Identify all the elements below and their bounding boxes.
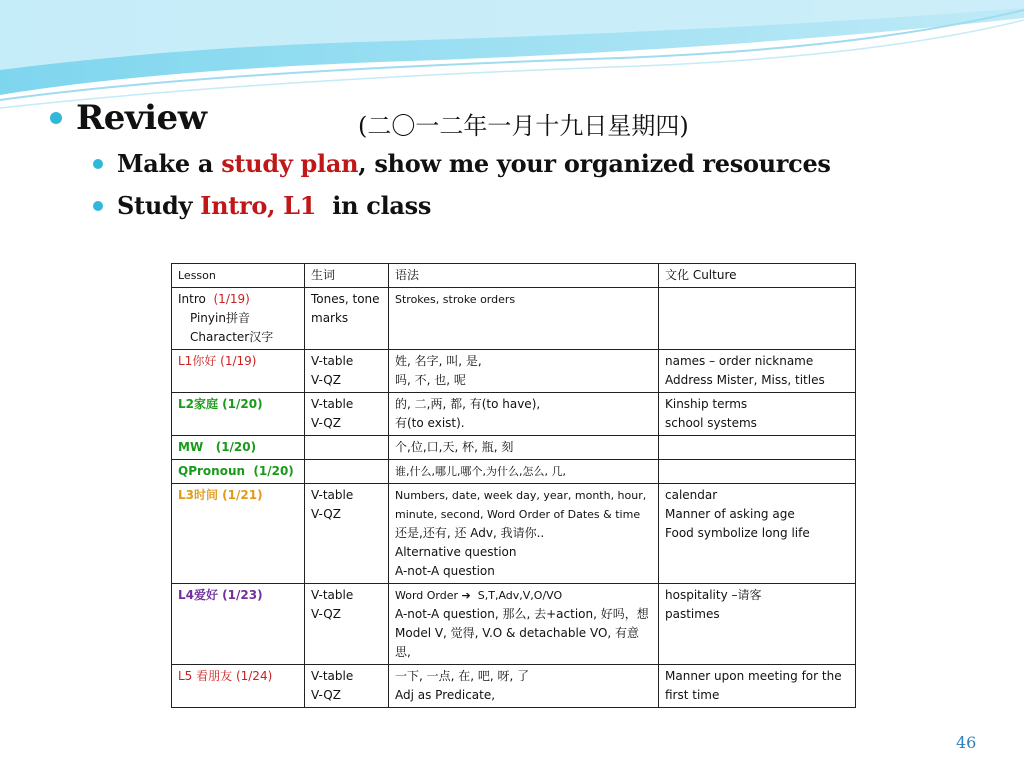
culture-cell <box>659 393 856 436</box>
vocab-item: V-table <box>311 397 354 411</box>
grammar-item: Strokes, stroke orders <box>395 293 516 306</box>
lesson-cell <box>172 393 305 436</box>
culture-cell <box>659 436 856 460</box>
vocab-item: V-QZ <box>311 373 341 387</box>
bullet-study-plan <box>117 149 831 178</box>
vocab-cell <box>305 665 389 708</box>
vocab-cell <box>305 584 389 665</box>
lesson-name: Intro <box>178 292 214 306</box>
table-row <box>172 436 856 460</box>
lesson-name: L3时间 (1/21) <box>178 488 263 502</box>
table-row <box>172 288 856 350</box>
vocab-cell <box>305 484 389 584</box>
grammar-item: 姓, 名字, 叫, 是, <box>395 354 482 368</box>
vocab-item: V-QZ <box>311 416 341 430</box>
culture-item: Food symbolize long life <box>665 526 810 540</box>
bullet-dot <box>93 201 103 211</box>
lesson-name: L2家庭 (1/20) <box>178 397 263 411</box>
culture-item: hospitality –请客 <box>665 588 762 602</box>
grammar-cell <box>389 393 659 436</box>
culture-cell <box>659 288 856 350</box>
lesson-name: L4爱好 (1/23) <box>178 588 263 602</box>
culture-cell <box>659 460 856 484</box>
grammar-item: 谁,什么,哪儿,哪个,为什么,怎么, 几, <box>395 465 566 478</box>
grammar-item: A-not-A question, 那么, 去+action, 好吗，想 <box>395 607 649 621</box>
bullet-highlight: Intro, L1 <box>200 191 317 220</box>
culture-item: Kinship terms <box>665 397 748 411</box>
grammar-item <box>395 586 652 605</box>
lesson-table <box>171 263 856 708</box>
vocab-item: V-QZ <box>311 607 341 621</box>
grammar-text: S,T,Adv,V,O/VO <box>470 589 563 602</box>
grammar-cell <box>389 484 659 584</box>
vocab-item: Tones, tone <box>311 292 380 306</box>
vocab-item: V-table <box>311 488 354 502</box>
grammar-item: minute, second, Word Order of Dates & time <box>395 508 641 521</box>
lesson-cell <box>172 350 305 393</box>
table-row <box>172 393 856 436</box>
bullet-highlight: study plan <box>221 149 359 178</box>
page-number: 46 <box>956 733 977 752</box>
culture-cell <box>659 350 856 393</box>
bullet-dot <box>50 112 62 124</box>
culture-item: pastimes <box>665 607 720 621</box>
grammar-text: Word Order <box>395 589 462 602</box>
lesson-name: L1你好 (1/19) <box>178 354 257 368</box>
grammar-cell <box>389 460 659 484</box>
grammar-item: Adj as Predicate, <box>395 688 496 702</box>
lesson-cell <box>172 436 305 460</box>
culture-cell <box>659 665 856 708</box>
slide-title: Review <box>76 98 207 138</box>
culture-item: first time <box>665 688 720 702</box>
grammar-cell <box>389 288 659 350</box>
vocab-item: marks <box>311 311 349 325</box>
culture-item: calendar <box>665 488 718 502</box>
grammar-item: 吗, 不, 也, 呢 <box>395 373 466 387</box>
bullet-text: Study <box>117 191 201 220</box>
vocab-item: V-table <box>311 669 354 683</box>
table-row <box>172 460 856 484</box>
vocab-cell <box>305 350 389 393</box>
grammar-cell <box>389 665 659 708</box>
lesson-name: MW (1/20) <box>178 440 257 454</box>
vocab-item: V-QZ <box>311 507 341 521</box>
vocab-cell <box>305 460 389 484</box>
bullet-text: Make a <box>117 149 222 178</box>
vocab-item: V-QZ <box>311 688 341 702</box>
table-row <box>172 584 856 665</box>
lesson-subitem: Pinyin拼音 <box>190 311 250 325</box>
lesson-cell <box>172 584 305 665</box>
culture-item: school systems <box>665 416 757 430</box>
grammar-cell <box>389 350 659 393</box>
bullet-dot <box>93 159 103 169</box>
grammar-item: 有(to exist). <box>395 416 465 430</box>
grammar-item: 一下, 一点, 在, 吧, 呀, 了 <box>395 669 530 683</box>
lesson-cell <box>172 288 305 350</box>
table-row <box>172 484 856 584</box>
vocab-item: V-table <box>311 354 354 368</box>
header-lesson: Lesson <box>172 264 305 288</box>
bullet-text: , show me your organized resources <box>358 149 831 178</box>
lesson-cell <box>172 460 305 484</box>
grammar-cell <box>389 436 659 460</box>
culture-cell <box>659 584 856 665</box>
grammar-item: Model V, 觉得, V.O & detachable VO, 有意 <box>395 626 640 640</box>
slide-date: (二〇一二年一月十九日星期四) <box>358 112 689 140</box>
vocab-cell <box>305 393 389 436</box>
grammar-item: 个,位,口,天, 杯, 瓶, 刻 <box>395 440 514 454</box>
header-grammar: 语法 <box>389 264 659 288</box>
culture-item: names – order nickname <box>665 354 814 368</box>
vocab-item: V-table <box>311 588 354 602</box>
grammar-item: 思, <box>395 645 411 659</box>
grammar-item: A-not-A question <box>395 564 495 578</box>
vocab-cell <box>305 436 389 460</box>
lesson-name: QPronoun (1/20) <box>178 464 294 478</box>
grammar-item: 还是,还有, 还 Adv, 我请你.. <box>395 526 545 540</box>
lesson-cell <box>172 665 305 708</box>
bullet-text: in class <box>316 191 432 220</box>
culture-item: Manner upon meeting for the <box>665 669 842 683</box>
culture-item: Manner of asking age <box>665 507 795 521</box>
bullet-study-intro <box>117 191 431 220</box>
table-header-row <box>172 264 856 288</box>
table-row <box>172 665 856 708</box>
lesson-date: (1/19) <box>213 292 250 306</box>
grammar-item: 的, 二,两, 都, 有(to have), <box>395 397 541 411</box>
lesson-subitem: Character汉字 <box>190 330 274 344</box>
header-culture: 文化 Culture <box>659 264 856 288</box>
grammar-item: Alternative question <box>395 545 517 559</box>
lesson-cell <box>172 484 305 584</box>
grammar-cell <box>389 584 659 665</box>
table-row <box>172 350 856 393</box>
lesson-name: L5 看朋友 (1/24) <box>178 669 273 683</box>
grammar-item: Numbers, date, week day, year, month, hour, <box>395 489 647 502</box>
vocab-cell <box>305 288 389 350</box>
culture-item: Address Mister, Miss, titles <box>665 373 825 387</box>
culture-cell <box>659 484 856 584</box>
arrow-right-icon: ➔ <box>461 589 471 602</box>
header-vocab: 生词 <box>305 264 389 288</box>
